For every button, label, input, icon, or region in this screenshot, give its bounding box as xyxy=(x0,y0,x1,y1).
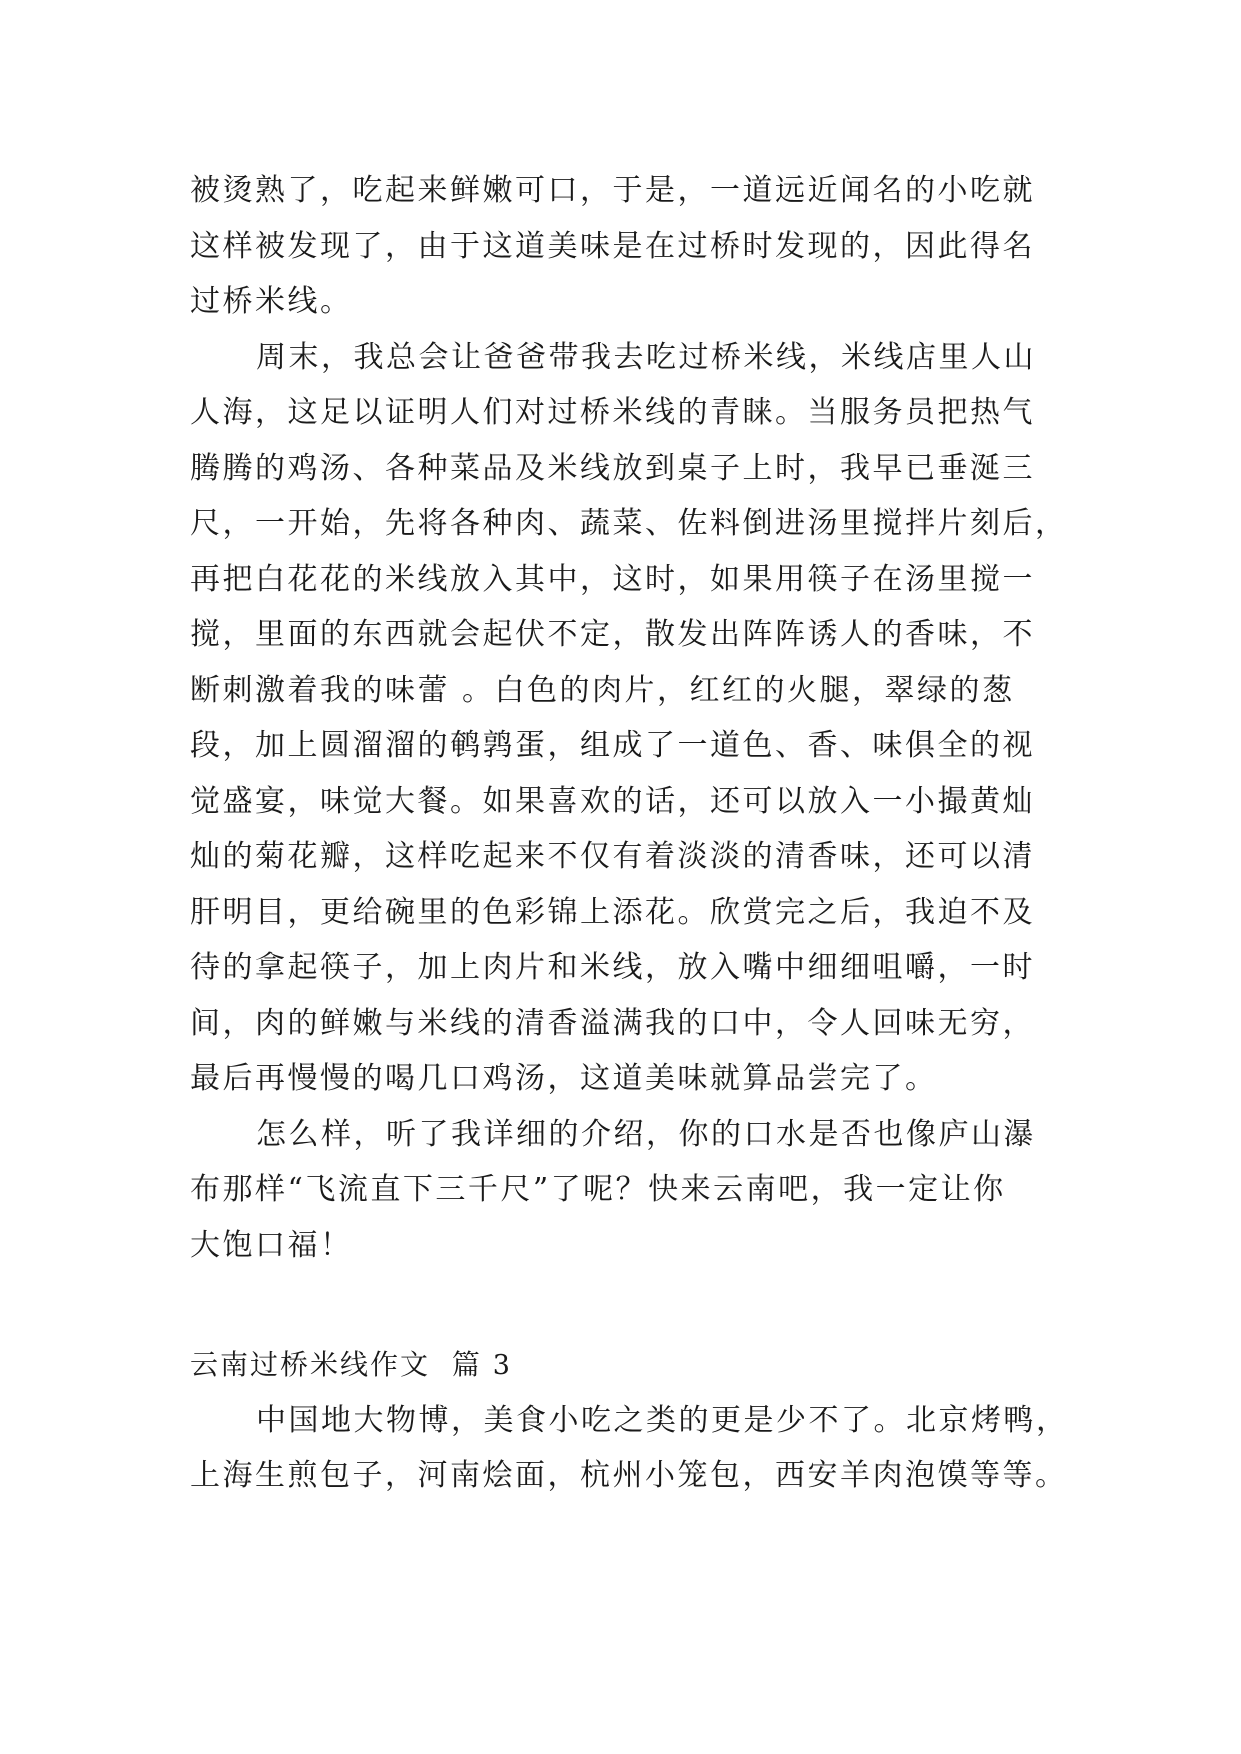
section-part-number: 3 xyxy=(492,1350,512,1381)
section-heading xyxy=(190,1337,1058,1393)
text-line: 再把白花花的米线放入其中，这时，如果用筷子在汤里搅一 xyxy=(190,561,1035,597)
section-part-label: 篇 xyxy=(451,1348,482,1381)
paragraph-1 xyxy=(190,163,1058,330)
paragraph-3 xyxy=(190,1107,1058,1274)
text-line: 断刺激着我的味蕾 。白色的肉片，红红的火腿，翠绿的葱 xyxy=(190,672,1015,708)
document-body xyxy=(190,163,1069,1504)
text-line: 被烫熟了，吃起来鲜嫩可口，于是，一道远近闻名的小吃就 xyxy=(190,173,1035,208)
text-line: 周末，我总会让爸爸带我去吃过桥米线，米线店里人山 xyxy=(256,339,1036,375)
text-line: 段，加上圆溜溜的鹌鹑蛋，组成了一道色、香、味俱全的视 xyxy=(190,728,1035,763)
text-line: 尺，一开始，先将各种肉、蔬菜、佐料倒进汤里搅拌片刻后， xyxy=(190,506,1068,541)
text-line: 最后再慢慢的喝几口鸡汤，这道美味就算品尝完了。 xyxy=(190,1061,938,1096)
text-line: 腾腾的鸡汤、各种菜品及米线放到桌子上时，我早已垂涎三 xyxy=(190,450,1035,486)
text-line: 怎么样，听了我详细的介绍，你的口水是否也像庐山瀑 xyxy=(256,1116,1036,1152)
text-line: 上海生煎包子，河南烩面，杭州小笼包，西安羊肉泡馍等等。 xyxy=(190,1458,1068,1493)
text-line: 灿的菊花瓣，这样吃起来不仅有着淡淡的清香味，还可以清 xyxy=(190,839,1035,874)
text-line: 布那样“飞流直下三千尺”了呢？快来云南吧，我一定让你 xyxy=(190,1172,1006,1207)
text-line: 觉盛宴，味觉大餐。如果喜欢的话，还可以放入一小撮黄灿 xyxy=(190,783,1035,819)
paragraph-2 xyxy=(190,330,1068,1107)
text-line: 中国地大物博，美食小吃之类的更是少不了。北京烤鸭， xyxy=(256,1402,1069,1438)
text-line: 大饱口福！ xyxy=(190,1227,353,1263)
text-line: 过桥米线。 xyxy=(190,284,353,319)
text-line: 搅，里面的东西就会起伏不定，散发出阵阵诱人的香味，不 xyxy=(190,617,1035,652)
text-line: 间，肉的鲜嫩与米线的清香溢满我的口中，令人回味无穷， xyxy=(190,1005,1035,1041)
section-title: 云南过桥米线作文 xyxy=(190,1348,431,1381)
section-paragraph-1 xyxy=(190,1393,1069,1504)
text-line: 肝明目，更给碗里的色彩锦上添花。欣赏完之后，我迫不及 xyxy=(190,894,1035,930)
text-line: 人海，这足以证明人们对过桥米线的青睐。当服务员把热气 xyxy=(190,395,1035,430)
section-spacer xyxy=(190,1273,1058,1337)
text-line: 这样被发现了，由于这道美味是在过桥时发现的，因此得名 xyxy=(190,228,1035,264)
text-line: 待的拿起筷子，加上肉片和米线，放入嘴中细细咀嚼，一时 xyxy=(190,950,1035,985)
